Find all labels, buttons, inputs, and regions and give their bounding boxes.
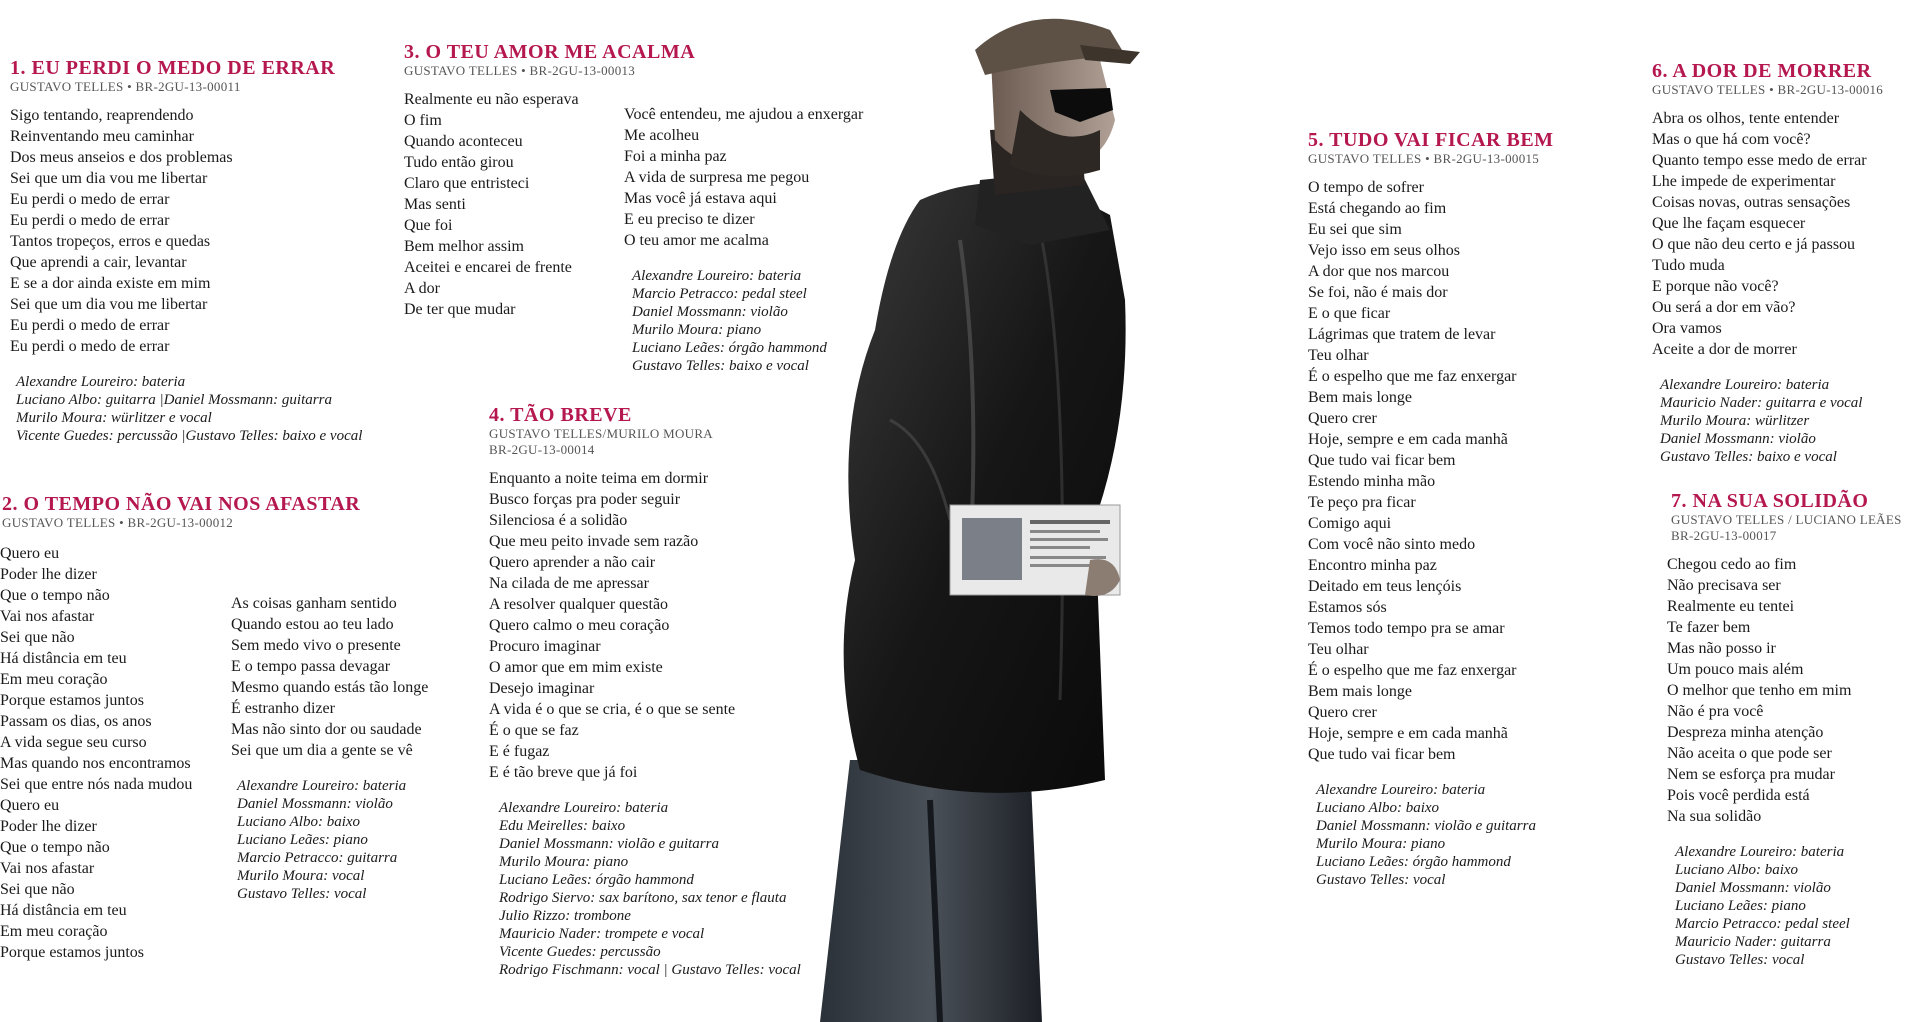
lyric-line: Encontro minha paz: [1308, 557, 1437, 574]
lyric-line: Está chegando ao fim: [1308, 200, 1447, 217]
credit-line: Luciano Albo: guitarra |Daniel Mossmann: guitarra: [16, 392, 332, 408]
credit-line: Alexandre Loureiro: bateria: [1675, 844, 1845, 860]
lyric-line: Eu perdi o medo de errar: [10, 317, 170, 334]
credits: [1671, 843, 1902, 969]
lyric-line: A vida de surpresa me pegou: [624, 169, 810, 186]
lyric-line: Bem mais longe: [1308, 389, 1412, 406]
credit-line: Luciano Leães: órgão hammond: [1316, 854, 1511, 870]
credit-line: Luciano Leães: piano: [1675, 898, 1806, 914]
credit-line: Marcio Petracco: pedal steel: [1675, 916, 1850, 932]
photo-man-walking: [780, 0, 1360, 1022]
lyric-line: Aceite a dor de morrer: [1652, 341, 1797, 358]
lyric-line: Sem medo vivo o presente: [231, 637, 401, 654]
lyric-line: Desejo imaginar: [489, 680, 595, 697]
credit-line: Murilo Moura: vocal: [237, 868, 365, 884]
lyrics: [1652, 108, 1883, 360]
lyric-line: Hoje, sempre e em cada manhã: [1308, 725, 1508, 742]
credit-line: Julio Rizzo: trombone: [499, 908, 631, 924]
credit-line: Murilo Moura: piano: [632, 322, 762, 338]
song-title: 1. EU PERDI O MEDO DE ERRAR: [10, 57, 336, 79]
credit-line: Rodrigo Siervo: sax barítono, sax tenor e flauta: [499, 890, 787, 906]
credit-line: Gustavo Telles: baixo e vocal: [632, 358, 809, 374]
credit-line: Daniel Mossmann: violão: [632, 304, 788, 320]
lyric-line: Eu perdi o medo de errar: [10, 191, 170, 208]
credit-line: Gustavo Telles: vocal: [237, 886, 367, 902]
lyric-line: Que o tempo não: [0, 839, 110, 856]
lyric-line: Vai nos afastar: [0, 860, 95, 877]
lyric-line: Sei que um dia a gente se vê: [231, 742, 413, 759]
lyric-line: Chegou cedo ao fim: [1667, 556, 1797, 573]
lyric-line: Eu sei que sim: [1308, 221, 1402, 238]
lyric-line: Mesmo quando estás tão longe: [231, 679, 429, 696]
lyric-line: Sei que um dia vou me libertar: [10, 170, 208, 187]
lyric-line: E o tempo passa devagar: [231, 658, 391, 675]
lyric-line: O tempo de sofrer: [1308, 179, 1424, 196]
credit-line: Vicente Guedes: percussão |Gustavo Telles: baixo e vocal: [16, 428, 363, 444]
lyric-line: Há distância em teu: [0, 902, 127, 919]
lyric-line: Mas senti: [404, 196, 466, 213]
song-meta: GUSTAVO TELLES • BR-2GU-13-00011: [10, 79, 241, 94]
credit-line: Daniel Mossmann: violão e guitarra: [499, 836, 719, 852]
lyric-line: Teu olhar: [1308, 347, 1369, 364]
song-meta: GUSTAVO TELLES • BR-2GU-13-00016: [1652, 82, 1884, 97]
lyric-line: Te fazer bem: [1667, 619, 1751, 636]
lyric-line: Quero eu: [0, 797, 60, 814]
lyric-line: Enquanto a noite teima em dormir: [489, 470, 709, 487]
lyric-line: Me acolheu: [624, 127, 700, 144]
credit-line: Daniel Mossmann: violão: [237, 796, 393, 812]
lyric-line: Que tudo vai ficar bem: [1308, 452, 1456, 469]
lyric-line: O fim: [404, 112, 442, 129]
song-6: [1652, 60, 1883, 466]
credit-line: Luciano Albo: baixo: [1675, 862, 1799, 878]
credit-line: Daniel Mossmann: violão e guitarra: [1316, 818, 1536, 834]
song-meta: BR-2GU-13-00014: [489, 442, 595, 457]
lyric-line: Em meu coração: [0, 923, 108, 940]
credits: [624, 267, 863, 375]
lyric-line: Mas não sinto dor ou saudade: [231, 721, 422, 738]
lyric-line: Passam os dias, os anos: [0, 713, 152, 730]
lyric-line: Um pouco mais além: [1667, 661, 1804, 678]
lyric-line: Poder lhe dizer: [0, 818, 97, 835]
lyric-line: E eu preciso te dizer: [624, 211, 755, 228]
credit-line: Alexandre Loureiro: bateria: [499, 800, 669, 816]
lyric-line: Eu perdi o medo de errar: [10, 212, 170, 229]
lyric-line: Procuro imaginar: [489, 638, 601, 655]
lyric-line: Hoje, sempre e em cada manhã: [1308, 431, 1508, 448]
lyric-line: Busco forças pra poder seguir: [489, 491, 681, 508]
song-meta: GUSTAVO TELLES • BR-2GU-13-00012: [2, 515, 234, 530]
credits: [1308, 781, 1554, 889]
lyric-line: O melhor que tenho em mim: [1667, 682, 1852, 699]
lyric-line: Mas não posso ir: [1667, 640, 1776, 657]
lyric-line: Mas quando nos encontramos: [0, 755, 191, 772]
song-title: 2. O TEMPO NÃO VAI NOS AFASTAR: [2, 493, 361, 515]
song-meta: GUSTAVO TELLES/MURILO MOURA: [489, 426, 713, 441]
credit-line: Gustavo Telles: vocal: [1316, 872, 1446, 888]
song-title: 7. NA SUA SOLIDÃO: [1671, 490, 1869, 512]
credit-line: Alexandre Loureiro: bateria: [1660, 377, 1830, 393]
credits: [231, 777, 428, 903]
lyric-line: Vejo isso em seus olhos: [1308, 242, 1460, 259]
lyric-line: Estendo minha mão: [1308, 473, 1436, 490]
lyric-line: Tantos tropeços, erros e quedas: [10, 233, 211, 250]
credit-line: Vicente Guedes: percussão: [499, 944, 661, 960]
song-title: 3. O TEU AMOR ME ACALMA: [404, 41, 696, 63]
lyrics: [489, 468, 801, 783]
lyric-line: Em meu coração: [0, 671, 108, 688]
lyric-line: Bem melhor assim: [404, 238, 524, 255]
credit-line: Murilo Moura: würlitzer e vocal: [16, 410, 212, 426]
lyric-line: As coisas ganham sentido: [231, 595, 397, 612]
lyric-line: Com você não sinto medo: [1308, 536, 1476, 553]
credit-line: Marcio Petracco: guitarra: [237, 850, 398, 866]
credit-line: Luciano Albo: baixo: [237, 814, 361, 830]
lyric-line: Sei que não: [0, 881, 75, 898]
lyric-line: Há distância em teu: [0, 650, 127, 667]
lyric-line: Quero aprender a não cair: [489, 554, 656, 571]
lyric-line: Estamos sós: [1308, 599, 1387, 616]
song-meta: GUSTAVO TELLES / LUCIANO LEÃES: [1671, 512, 1902, 527]
lyric-line: É o que se faz: [489, 722, 579, 739]
song-4: [489, 404, 801, 979]
lyrics-column-2: [624, 104, 863, 375]
credit-line: Mauricio Nader: trompete e vocal: [499, 926, 705, 942]
song-meta: BR-2GU-13-00017: [1671, 528, 1777, 543]
credit-line: Murilo Moura: würlitzer: [1660, 413, 1810, 429]
credit-line: Mauricio Nader: guitarra: [1675, 934, 1831, 950]
lyric-line: Deitado em teus lençóis: [1308, 578, 1462, 595]
credit-line: Alexandre Loureiro: bateria: [1316, 782, 1486, 798]
lyric-line: Lhe impede de experimentar: [1652, 173, 1836, 190]
lyric-line: Coisas novas, outras sensações: [1652, 194, 1851, 211]
lyric-line: Realmente eu não esperava: [404, 91, 579, 108]
lyric-line: Quero crer: [1308, 704, 1377, 721]
lyric-line: Reinventando meu caminhar: [10, 128, 194, 145]
lyric-line: Porque estamos juntos: [0, 692, 144, 709]
credit-line: Luciano Albo: baixo: [1316, 800, 1440, 816]
lyric-line: Sei que um dia vou me libertar: [10, 296, 208, 313]
lyric-line: Que lhe façam esquecer: [1652, 215, 1806, 232]
lyric-line: Lágrimas que tratem de levar: [1308, 326, 1496, 343]
credit-line: Murilo Moura: piano: [499, 854, 629, 870]
lyric-line: Que meu peito invade sem razão: [489, 533, 699, 550]
lyric-line: A vida é o que se cria, é o que se sente: [489, 701, 736, 718]
lyric-line: Que tudo vai ficar bem: [1308, 746, 1456, 763]
lyric-line: E porque não você?: [1652, 278, 1779, 295]
lyric-line: Teu olhar: [1308, 641, 1369, 658]
lyric-line: O amor que em mim existe: [489, 659, 663, 676]
lyric-line: É o espelho que me faz enxergar: [1308, 662, 1517, 679]
credit-line: Mauricio Nader: guitarra e vocal: [1660, 395, 1863, 411]
lyric-line: Não precisava ser: [1667, 577, 1781, 594]
lyric-line: Pois você perdida está: [1667, 787, 1810, 804]
lyric-line: Comigo aqui: [1308, 515, 1392, 532]
lyric-line: Se foi, não é mais dor: [1308, 284, 1448, 301]
lyrics-column-2: [231, 593, 428, 903]
lyric-line: Quando aconteceu: [404, 133, 523, 150]
lyric-line: E se a dor ainda existe em mim: [10, 275, 211, 292]
lyric-line: Ou será a dor em vão?: [1652, 299, 1796, 316]
lyric-line: Despreza minha atenção: [1667, 724, 1824, 741]
lyrics: [10, 105, 362, 357]
lyric-line: Silenciosa é a solidão: [489, 512, 628, 529]
lyrics: [1308, 177, 1554, 765]
credit-line: Luciano Leães: órgão hammond: [632, 340, 827, 356]
credit-line: Daniel Mossmann: violão: [1675, 880, 1831, 896]
lyric-line: Quando estou ao teu lado: [231, 616, 394, 633]
song-5: [1308, 129, 1554, 889]
credits: [489, 799, 801, 979]
lyric-line: Que o tempo não: [0, 587, 110, 604]
song-7: [1667, 490, 1902, 969]
lyric-line: É o espelho que me faz enxergar: [1308, 368, 1517, 385]
song-title: 4. TÃO BREVE: [489, 404, 632, 426]
lyric-line: A dor que nos marcou: [1308, 263, 1450, 280]
lyric-line: O teu amor me acalma: [624, 232, 769, 249]
lyric-line: De ter que mudar: [404, 301, 516, 318]
lyrics-column-1: [0, 543, 192, 963]
lyrics: [1667, 554, 1902, 827]
credit-line: Daniel Mossmann: violão: [1660, 431, 1816, 447]
song-title: 6. A DOR DE MORRER: [1652, 60, 1872, 82]
lyric-line: Dos meus anseios e dos problemas: [10, 149, 233, 166]
lyric-line: Foi a minha paz: [624, 148, 727, 165]
lyric-line: Ora vamos: [1652, 320, 1722, 337]
lyric-line: A vida segue seu curso: [0, 734, 147, 751]
lyric-line: Na cilada de me apressar: [489, 575, 649, 592]
lyric-line: Porque estamos juntos: [0, 944, 144, 961]
song-1: [10, 57, 362, 445]
song-meta: GUSTAVO TELLES • BR-2GU-13-00013: [404, 63, 636, 78]
credit-line: Alexandre Loureiro: bateria: [632, 268, 802, 284]
lyric-line: E é fugaz: [489, 743, 550, 760]
lyric-line: A resolver qualquer questão: [489, 596, 669, 613]
lyric-line: E é tão breve que já foi: [489, 764, 638, 781]
lyric-line: Eu perdi o medo de errar: [10, 338, 170, 355]
lyric-line: Quero calmo o meu coração: [489, 617, 670, 634]
lyric-line: Nem se esforça pra mudar: [1667, 766, 1835, 783]
lyric-line: Temos todo tempo pra se amar: [1308, 620, 1505, 637]
lyric-line: Abra os olhos, tente entender: [1652, 110, 1840, 127]
lyric-line: Claro que entristeci: [404, 175, 530, 192]
credits: [10, 373, 362, 445]
credit-line: Alexandre Loureiro: bateria: [237, 778, 407, 794]
lyric-line: A dor: [404, 280, 440, 297]
credit-line: Alexandre Loureiro: bateria: [16, 374, 186, 390]
lyric-line: Tudo muda: [1652, 257, 1725, 274]
lyric-line: Mas você já estava aqui: [624, 190, 777, 207]
credits: [1652, 376, 1883, 466]
credit-line: Gustavo Telles: vocal: [1675, 952, 1805, 968]
lyric-line: Que aprendi a cair, levantar: [10, 254, 187, 271]
lyric-line: Quanto tempo esse medo de errar: [1652, 152, 1867, 169]
lyric-line: Sei que não: [0, 629, 75, 646]
lyric-line: Poder lhe dizer: [0, 566, 97, 583]
lyric-line: Aceitei e encarei de frente: [404, 259, 572, 276]
credit-line: Rodrigo Fischmann: vocal | Gustavo Telles: vocal: [499, 962, 801, 978]
credit-line: Gustavo Telles: baixo e vocal: [1660, 449, 1837, 465]
lyric-line: Tudo então girou: [404, 154, 514, 171]
lyric-line: Quero crer: [1308, 410, 1377, 427]
credit-line: Murilo Moura: piano: [1316, 836, 1446, 852]
lyric-line: Sei que entre nós nada mudou: [0, 776, 193, 793]
lyric-line: Não é pra você: [1667, 703, 1764, 720]
lyric-line: O que não deu certo e já passou: [1652, 236, 1856, 253]
lyric-line: É estranho dizer: [231, 700, 335, 717]
lyric-line: Realmente eu tentei: [1667, 598, 1795, 615]
lyric-line: Vai nos afastar: [0, 608, 95, 625]
credit-line: Edu Meirelles: baixo: [499, 818, 626, 834]
lyric-line: Na sua solidão: [1667, 808, 1762, 825]
credit-line: Luciano Leães: piano: [237, 832, 368, 848]
credit-line: Marcio Petracco: pedal steel: [632, 286, 807, 302]
lyric-line: Que foi: [404, 217, 453, 234]
lyric-line: Não aceita o que pode ser: [1667, 745, 1832, 762]
song-meta: GUSTAVO TELLES • BR-2GU-13-00015: [1308, 151, 1540, 166]
lyric-line: Quero eu: [0, 545, 60, 562]
lyric-line: Sigo tentando, reaprendendo: [10, 107, 194, 124]
song-title: 5. TUDO VAI FICAR BEM: [1308, 129, 1554, 151]
lyric-line: Bem mais longe: [1308, 683, 1412, 700]
song-2: [2, 493, 360, 531]
lyric-line: Te peço pra ficar: [1308, 494, 1416, 511]
lyric-line: E o que ficar: [1308, 305, 1391, 322]
lyric-line: Você entendeu, me ajudou a enxergar: [624, 106, 864, 123]
lyric-line: Mas o que há com você?: [1652, 131, 1811, 148]
credit-line: Luciano Leães: órgão hammond: [499, 872, 694, 888]
